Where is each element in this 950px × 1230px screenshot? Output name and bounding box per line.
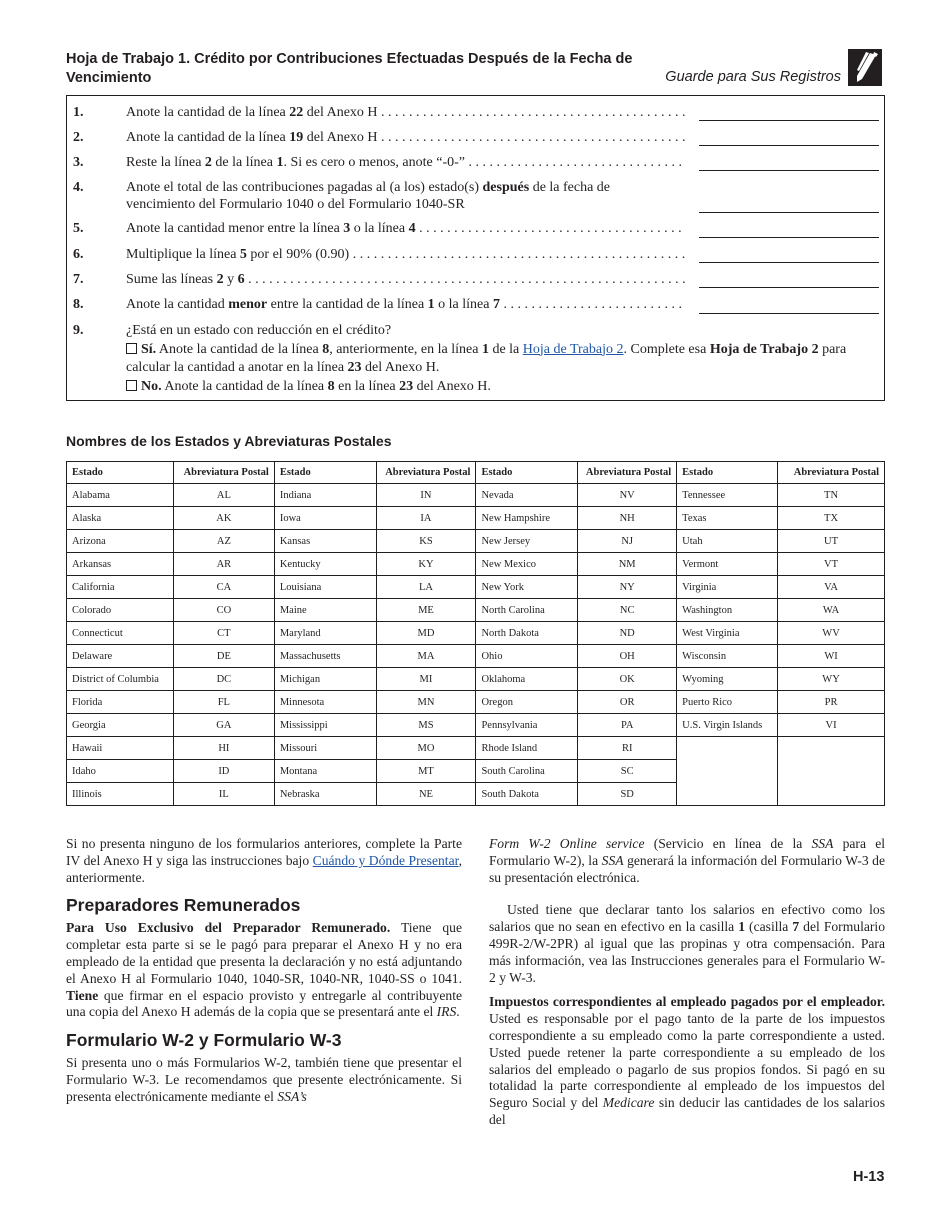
state-abbr: PA — [578, 714, 677, 737]
pencil-icon — [848, 49, 882, 86]
bold-text: después — [482, 180, 530, 195]
state-name: Vermont — [677, 553, 778, 576]
state-abbr: OK — [578, 668, 677, 691]
text: (casilla — [745, 919, 793, 935]
state-name: Kansas — [274, 530, 376, 553]
table-row — [67, 668, 885, 691]
text: sin deducir las cantidades de los salarios del — [489, 1095, 885, 1127]
text: Reste la línea — [126, 155, 205, 170]
answer-field[interactable] — [699, 120, 879, 121]
table-row — [67, 737, 885, 760]
state-abbr: AR — [173, 553, 274, 576]
bold-text: 2 — [216, 272, 224, 287]
state-abbr: CA — [173, 576, 274, 599]
line-number: 7. — [73, 272, 84, 287]
bold-text: 1 — [427, 297, 435, 312]
state-abbr: UT — [778, 530, 885, 553]
answer-field[interactable] — [699, 262, 879, 263]
bold-text: 23 — [347, 360, 362, 375]
state-abbr: CO — [173, 599, 274, 622]
table-row — [67, 691, 885, 714]
bold-text: 1 — [276, 155, 284, 170]
empty-cell — [778, 737, 885, 806]
state-name: Idaho — [67, 760, 174, 783]
state-name: North Carolina — [476, 599, 578, 622]
bold-text: 7 — [792, 919, 800, 935]
option-no — [126, 378, 873, 397]
page-number: H-13 — [853, 1169, 885, 1185]
state-abbr: WV — [778, 622, 885, 645]
state-name: Iowa — [274, 507, 376, 530]
table-row — [67, 599, 885, 622]
line-number: 4. — [73, 180, 84, 195]
bold-text: Impuestos correspondientes al empleado pagados por el empleador. — [489, 994, 885, 1010]
state-name: South Dakota — [476, 783, 578, 806]
text: , anteriormente. — [66, 852, 462, 885]
state-name: Illinois — [67, 783, 174, 806]
paragraph — [66, 920, 462, 1021]
state-abbr: MS — [376, 714, 476, 737]
state-abbr: MD — [376, 622, 476, 645]
line-number: 5. — [73, 221, 84, 236]
state-name: Oklahoma — [476, 668, 578, 691]
state-abbr: DE — [173, 645, 274, 668]
paragraph — [66, 1055, 462, 1105]
line-number: 6. — [73, 247, 84, 262]
bold-text: 7 — [492, 297, 500, 312]
text: (Servicio en línea de la — [644, 836, 812, 851]
state-abbr: FL — [173, 691, 274, 714]
col-header-state: Estado — [274, 462, 376, 484]
state-name: Hawaii — [67, 737, 174, 760]
state-name: Florida — [67, 691, 174, 714]
state-name: Montana — [274, 760, 376, 783]
line-text — [126, 296, 686, 313]
bold-text: 6 — [237, 272, 245, 287]
state-abbr: SD — [578, 783, 677, 806]
italic-text: Medicare — [602, 1095, 655, 1111]
bold-text: 19 — [289, 130, 304, 145]
state-name: Michigan — [274, 668, 376, 691]
col-header-abbr: Abreviatura Postal — [578, 462, 677, 484]
col-header-state: Estado — [67, 462, 174, 484]
state-abbr: IN — [376, 484, 476, 507]
section-heading: Formulario W-2 y Formulario W-3 — [66, 1030, 342, 1051]
line-text — [126, 220, 686, 237]
text: o la línea — [350, 221, 409, 236]
text: del Formulario 499R-2/W-2PR) al igual que las propinas y otra compensación. Para más información, vea las Instrucciones generales para el Formulario W-2 y W-3. — [489, 919, 885, 985]
col-header-state: Estado — [677, 462, 778, 484]
state-name: Alabama — [67, 484, 174, 507]
state-name: Colorado — [67, 599, 174, 622]
state-abbr: AL — [173, 484, 274, 507]
state-name: New York — [476, 576, 578, 599]
answer-field[interactable] — [699, 237, 879, 238]
state-abbr: HI — [173, 737, 274, 760]
bold-text: 1 — [481, 341, 489, 357]
state-name: New Hampshire — [476, 507, 578, 530]
states-table-title: Nombres de los Estados y Abreviaturas Postales — [66, 433, 392, 449]
state-name: Georgia — [67, 714, 174, 737]
state-abbr: VI — [778, 714, 885, 737]
line-text — [126, 271, 686, 288]
state-abbr: AK — [173, 507, 274, 530]
italic-text: SSA’s — [277, 1088, 307, 1104]
state-name: Wisconsin — [677, 645, 778, 668]
text: del Anexo H. — [361, 360, 440, 375]
state-abbr: GA — [173, 714, 274, 737]
line-number: 1. — [73, 105, 84, 120]
checkbox-no[interactable] — [126, 380, 137, 391]
link[interactable]: Hoja de Trabajo 2 — [522, 341, 624, 357]
text: , anteriormente, en la línea — [329, 341, 482, 357]
text: del Anexo H. — [413, 378, 491, 394]
text: Sume las líneas — [126, 272, 217, 287]
state-abbr: WY — [778, 668, 885, 691]
state-name: Arkansas — [67, 553, 174, 576]
bold-text: 23 — [399, 378, 414, 394]
col-header-abbr: Abreviatura Postal — [376, 462, 476, 484]
text: . Complete esa — [623, 341, 710, 357]
state-name: Nevada — [476, 484, 578, 507]
state-name: Indiana — [274, 484, 376, 507]
state-name: U.S. Virgin Islands — [677, 714, 778, 737]
line-text — [126, 104, 686, 121]
text: Anote la cantidad de la línea — [161, 378, 328, 394]
state-abbr: ND — [578, 622, 677, 645]
line-text — [126, 246, 686, 263]
bold-text: 8 — [322, 341, 330, 357]
state-abbr: NJ — [578, 530, 677, 553]
table-row — [67, 645, 885, 668]
bold-text: Tiene — [66, 987, 99, 1003]
text: Usted tiene que declarar tanto los salarios en efectivo como los salarios que no sean en efectivo en la casilla — [489, 902, 885, 935]
state-abbr: IL — [173, 783, 274, 806]
text: Anote la cantidad de la línea — [156, 341, 323, 357]
states-table — [66, 461, 885, 806]
table-row — [67, 530, 885, 553]
state-abbr: VA — [778, 576, 885, 599]
state-abbr: NE — [376, 783, 476, 806]
right-column — [489, 836, 885, 1129]
answer-field[interactable] — [699, 287, 879, 288]
state-name: Washington — [677, 599, 778, 622]
bold-text: 3 — [343, 221, 351, 236]
line-question: ¿Está en un estado con reducción en el crédito? — [126, 323, 392, 338]
paragraph — [66, 836, 462, 886]
state-abbr: TN — [778, 484, 885, 507]
text: para el Formulario W-2), la — [489, 836, 885, 868]
answer-field[interactable] — [699, 170, 879, 171]
bold-text: 4 — [408, 221, 416, 236]
text: . — [456, 1004, 460, 1020]
table-row — [67, 714, 885, 737]
bold-text: No. — [141, 378, 162, 394]
line-text — [126, 179, 686, 213]
line-number: 3. — [73, 155, 84, 170]
line-number: 2. — [73, 130, 84, 145]
text: para calcular la cantidad a anotar en la línea — [126, 341, 847, 375]
text: Usted es responsable por el pago tanto de la parte de los impuestos correspondiente a su empleado como la parte correspondiente a usted. Usted puede retener la parte correspondiente a su empleado de los salarios del empleado o pagarlo de sus propios fondos. Si pagó en su totalidad la parte correspondiente al empleado de los impuestos del Seguro Social y del — [489, 1011, 885, 1111]
state-name: Virginia — [677, 576, 778, 599]
bold-text: 22 — [289, 105, 304, 120]
italic-text: SSA — [601, 852, 624, 868]
state-abbr: MN — [376, 691, 476, 714]
text: Anote la cantidad de la línea — [126, 130, 290, 145]
state-abbr: ME — [376, 599, 476, 622]
table-row — [67, 622, 885, 645]
state-name: Wyoming — [677, 668, 778, 691]
state-name: Utah — [677, 530, 778, 553]
paragraph — [489, 994, 885, 1128]
worksheet-line — [73, 322, 873, 396]
text: en la línea — [334, 378, 400, 394]
answer-field[interactable] — [699, 313, 879, 314]
worksheet-box — [66, 95, 885, 401]
col-header-abbr: Abreviatura Postal — [778, 462, 885, 484]
text: Anote el total de las contribuciones pagadas al (a los) estado(s) — [126, 180, 483, 195]
bold-text: Para Uso Exclusivo del Preparador Remunerado. — [66, 920, 391, 936]
bold-text: 5 — [239, 247, 247, 262]
state-abbr: OR — [578, 691, 677, 714]
text: Anote la cantidad menor entre la línea — [126, 221, 344, 236]
checkbox-yes[interactable] — [126, 343, 137, 354]
state-name: Puerto Rico — [677, 691, 778, 714]
text: . Si es cero o menos, anote “-0-” — [283, 155, 466, 170]
state-abbr: KY — [376, 553, 476, 576]
state-abbr: NV — [578, 484, 677, 507]
state-name: Texas — [677, 507, 778, 530]
state-abbr: MA — [376, 645, 476, 668]
state-name: West Virginia — [677, 622, 778, 645]
state-abbr: TX — [778, 507, 885, 530]
state-name: California — [67, 576, 174, 599]
option-yes — [126, 341, 873, 378]
text: Multiplique la línea — [126, 247, 240, 262]
bold-text: Hoja de Trabajo 2 — [709, 341, 819, 357]
line-text — [126, 129, 686, 146]
state-name: Arizona — [67, 530, 174, 553]
state-abbr: LA — [376, 576, 476, 599]
state-name: Nebraska — [274, 783, 376, 806]
text: y — [223, 272, 238, 287]
col-header-state: Estado — [476, 462, 578, 484]
table-row — [67, 484, 885, 507]
state-abbr: ID — [173, 760, 274, 783]
state-name: District of Columbia — [67, 668, 174, 691]
state-name: New Jersey — [476, 530, 578, 553]
text: que firmar en el espacio provisto y entregarle al contribuyente una copia del Anexo H además de la copia que se presentará ante el — [66, 987, 462, 1020]
state-abbr: AZ — [173, 530, 274, 553]
italic-text: Form W-2 Online service — [489, 836, 645, 851]
text: o la línea — [434, 297, 493, 312]
state-abbr: RI — [578, 737, 677, 760]
state-name: Ohio — [476, 645, 578, 668]
table-row — [67, 507, 885, 530]
paragraph — [489, 836, 885, 886]
state-abbr: OH — [578, 645, 677, 668]
state-abbr: IA — [376, 507, 476, 530]
bold-text: 2 — [204, 155, 212, 170]
state-name: Rhode Island — [476, 737, 578, 760]
state-name: Kentucky — [274, 553, 376, 576]
state-abbr: KS — [376, 530, 476, 553]
col-header-abbr: Abreviatura Postal — [173, 462, 274, 484]
bold-text: 1 — [738, 919, 746, 935]
state-abbr: WI — [778, 645, 885, 668]
text: del Anexo H — [303, 130, 378, 145]
state-name: Oregon — [476, 691, 578, 714]
state-abbr: PR — [778, 691, 885, 714]
text: de la fecha de vencimiento del Formulario 1040 o del Formulario 1040-SR — [126, 180, 611, 212]
bold-text: Sí. — [141, 341, 157, 357]
state-abbr: MI — [376, 668, 476, 691]
empty-cell — [677, 737, 778, 806]
paragraph — [489, 902, 885, 986]
state-abbr: NH — [578, 507, 677, 530]
answer-field[interactable] — [699, 212, 879, 213]
state-name: Alaska — [67, 507, 174, 530]
text: de la — [488, 341, 523, 357]
table-row — [67, 553, 885, 576]
state-name: Connecticut — [67, 622, 174, 645]
text: de la línea — [211, 155, 277, 170]
state-abbr: NC — [578, 599, 677, 622]
bold-text: menor — [228, 297, 268, 312]
state-abbr: DC — [173, 668, 274, 691]
answer-field[interactable] — [699, 145, 879, 146]
line-number: 9. — [73, 323, 84, 338]
state-abbr: SC — [578, 760, 677, 783]
section-heading: Preparadores Remunerados — [66, 895, 301, 916]
state-abbr: NY — [578, 576, 677, 599]
state-abbr: MO — [376, 737, 476, 760]
text: Si presenta uno o más Formularios W-2, también tiene que presentar el Formulario W-3. Le recomendamos que presente electrónicamente. Si presenta electrónicamente mediante el — [66, 1055, 462, 1104]
state-name: New Mexico — [476, 553, 578, 576]
text: entre la cantidad de la línea — [267, 297, 428, 312]
state-abbr: VT — [778, 553, 885, 576]
state-name: Mississippi — [274, 714, 376, 737]
state-name: Pennsylvania — [476, 714, 578, 737]
text: Si no presenta ninguno de los formularios anteriores, complete la Parte IV del Anexo H y siga las instrucciones bajo — [66, 836, 462, 868]
bold-text: 8 — [327, 378, 335, 394]
worksheet-title: Hoja de Trabajo 1. Crédito por Contribuciones Efectuadas Después de la Fecha de Vencimiento — [66, 51, 633, 86]
text: del Anexo H — [303, 105, 378, 120]
left-column — [66, 836, 462, 1106]
text: generará la información del Formulario W-3 de su presentación electrónica. — [489, 852, 885, 885]
state-name: Tennessee — [677, 484, 778, 507]
state-name: Maine — [274, 599, 376, 622]
state-abbr: CT — [173, 622, 274, 645]
state-abbr: NM — [578, 553, 677, 576]
state-name: North Dakota — [476, 622, 578, 645]
state-name: Delaware — [67, 645, 174, 668]
text: Anote la cantidad — [126, 297, 229, 312]
line-number: 8. — [73, 297, 84, 312]
text: Tiene que completar esta parte si se le pagó para preparar el Anexo H y no era empleado de la entidad que presenta la declaración y no está adjuntando el Anexo H al Formulario 1040, 1040-SR, 1040-NR, 1040-SS o 1041. — [66, 920, 462, 986]
state-name: Louisiana — [274, 576, 376, 599]
keep-for-records-note: Guarde para Sus Registros — [665, 69, 841, 85]
text: por el 90% (0.90) — [246, 247, 350, 262]
state-name: Maryland — [274, 622, 376, 645]
line-text — [126, 154, 686, 171]
link[interactable]: Cuándo y Dónde Presentar — [312, 852, 459, 868]
italic-text: IRS — [436, 1004, 457, 1020]
text: Anote la cantidad de la línea — [126, 105, 290, 120]
state-abbr: WA — [778, 599, 885, 622]
italic-text: SSA — [811, 836, 834, 851]
state-name: Massachusetts — [274, 645, 376, 668]
state-name: Minnesota — [274, 691, 376, 714]
state-abbr: MT — [376, 760, 476, 783]
table-row — [67, 576, 885, 599]
state-name: Missouri — [274, 737, 376, 760]
state-name: South Carolina — [476, 760, 578, 783]
